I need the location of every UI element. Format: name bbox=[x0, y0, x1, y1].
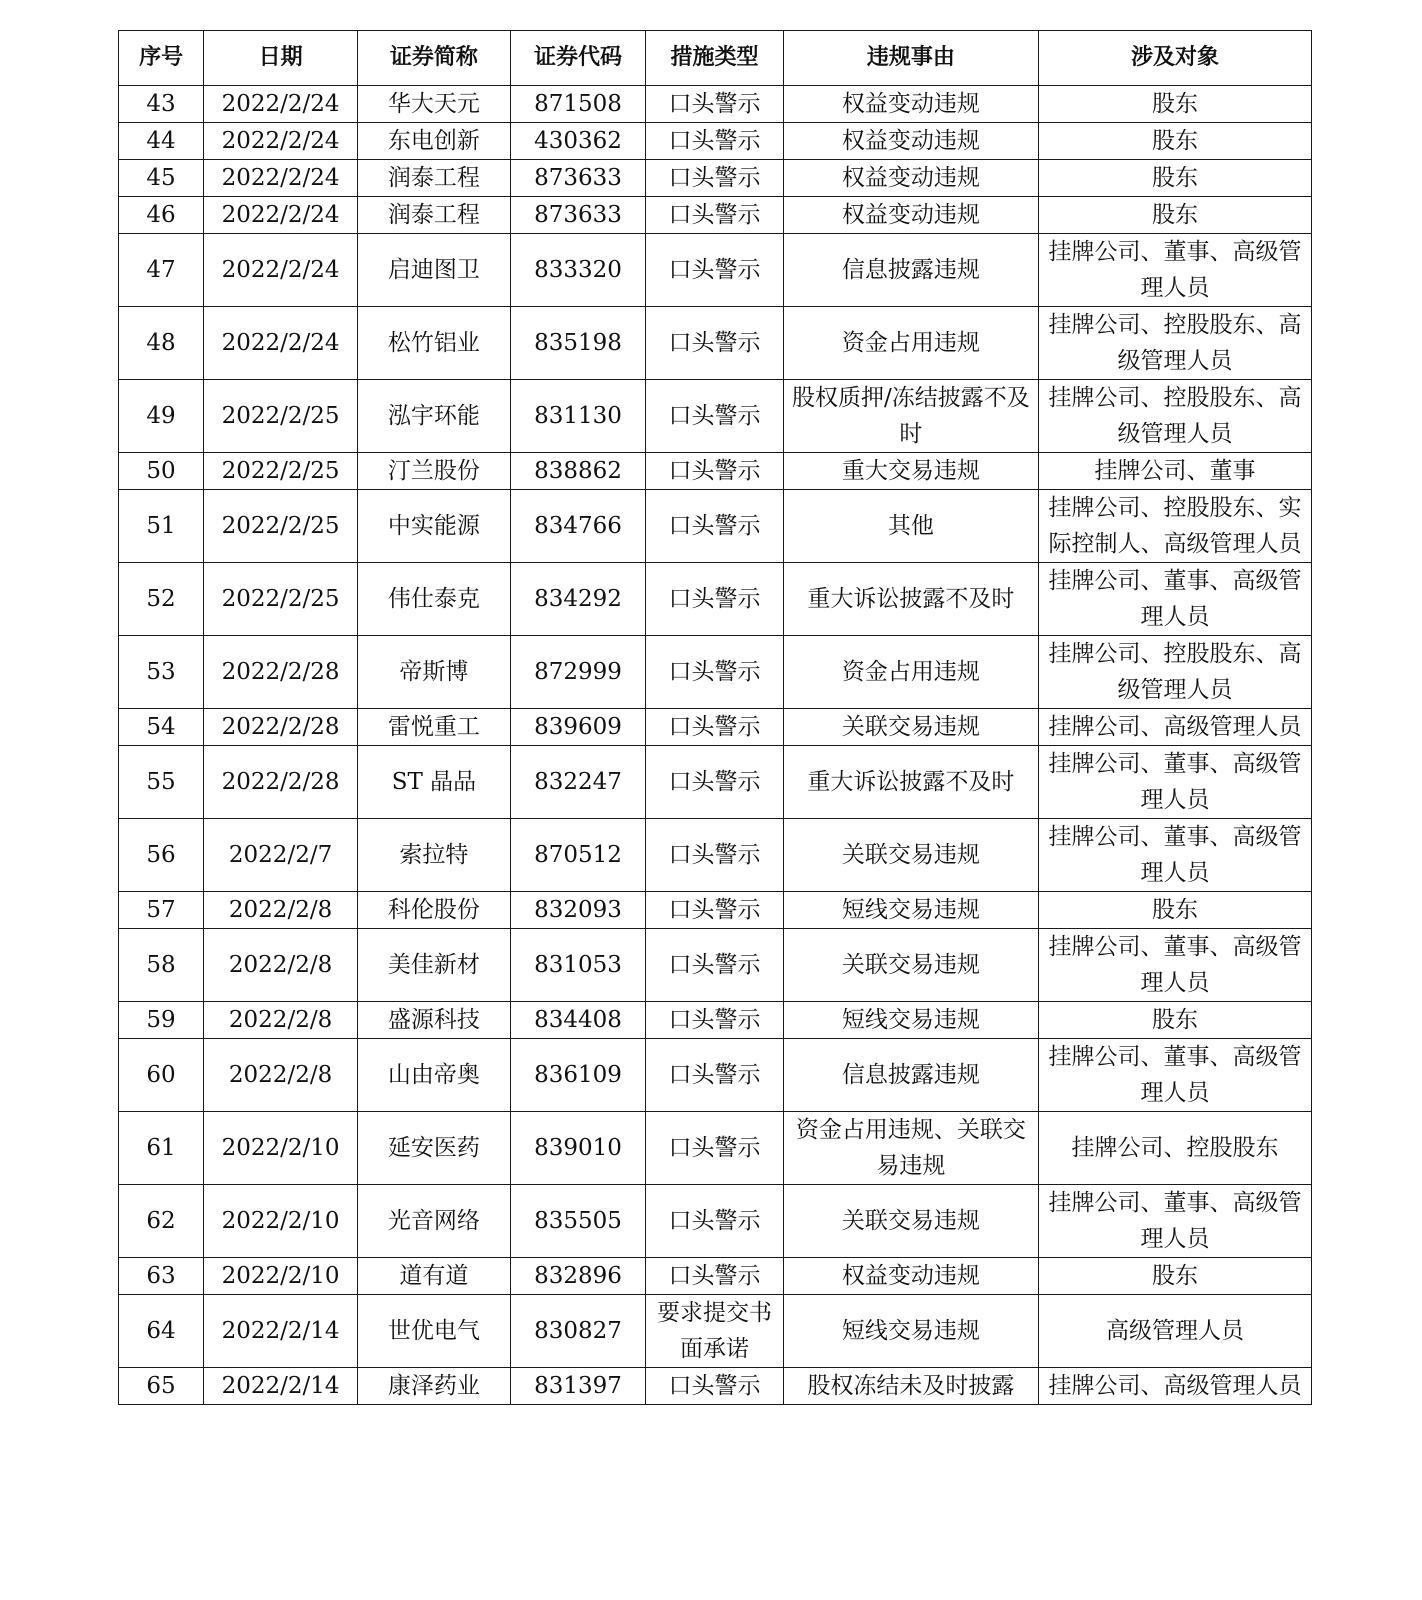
row-security-name-cell: 光音网络 bbox=[358, 1185, 511, 1258]
row-security-name-cell: 山由帝奥 bbox=[358, 1039, 511, 1112]
row-security-name-cell: 美佳新材 bbox=[358, 929, 511, 1002]
row-date-cell: 2022/2/25 bbox=[204, 563, 358, 636]
row-security-code-cell: 834766 bbox=[510, 490, 645, 563]
row-violation-reason-cell: 资金占用违规 bbox=[783, 307, 1038, 380]
row-index-cell: 43 bbox=[119, 86, 204, 123]
row-index-cell: 50 bbox=[119, 453, 204, 490]
row-violation-reason-cell: 权益变动违规 bbox=[783, 197, 1038, 234]
row-index-cell: 48 bbox=[119, 307, 204, 380]
row-security-code-cell: 831130 bbox=[510, 380, 645, 453]
row-involved-party-cell: 挂牌公司、董事、高级管理人员 bbox=[1039, 929, 1312, 1002]
row-date-cell: 2022/2/25 bbox=[204, 490, 358, 563]
row-violation-reason-cell: 其他 bbox=[783, 490, 1038, 563]
row-security-code-cell: 832896 bbox=[510, 1258, 645, 1295]
row-violation-reason-cell: 关联交易违规 bbox=[783, 819, 1038, 892]
row-security-name-cell: 康泽药业 bbox=[358, 1368, 511, 1405]
row-measure-type-cell: 口头警示 bbox=[646, 123, 783, 160]
table-row bbox=[119, 1112, 1312, 1185]
row-involved-party-cell: 挂牌公司、董事、高级管理人员 bbox=[1039, 234, 1312, 307]
table-row bbox=[119, 86, 1312, 123]
row-violation-reason-cell: 短线交易违规 bbox=[783, 1002, 1038, 1039]
row-index-cell: 53 bbox=[119, 636, 204, 709]
table-row bbox=[119, 307, 1312, 380]
row-date-cell: 2022/2/24 bbox=[204, 234, 358, 307]
row-measure-type-cell: 口头警示 bbox=[646, 380, 783, 453]
row-security-code-cell: 838862 bbox=[510, 453, 645, 490]
table-row bbox=[119, 490, 1312, 563]
row-security-name-cell: 世优电气 bbox=[358, 1295, 511, 1368]
row-index-cell: 62 bbox=[119, 1185, 204, 1258]
table-row bbox=[119, 709, 1312, 746]
table-body bbox=[119, 86, 1312, 1405]
row-date-cell: 2022/2/24 bbox=[204, 197, 358, 234]
row-security-name-cell: 帝斯博 bbox=[358, 636, 511, 709]
row-involved-party-cell: 挂牌公司、董事、高级管理人员 bbox=[1039, 1039, 1312, 1112]
row-security-name-cell: 泓宇环能 bbox=[358, 380, 511, 453]
row-security-code-cell: 831397 bbox=[510, 1368, 645, 1405]
row-violation-reason-cell: 权益变动违规 bbox=[783, 1258, 1038, 1295]
row-index-cell: 51 bbox=[119, 490, 204, 563]
table-row bbox=[119, 929, 1312, 1002]
header-cell-involved-party: 涉及对象 bbox=[1039, 31, 1312, 86]
row-measure-type-cell: 口头警示 bbox=[646, 1002, 783, 1039]
row-security-name-cell: 伟仕泰克 bbox=[358, 563, 511, 636]
row-involved-party-cell: 股东 bbox=[1039, 160, 1312, 197]
row-involved-party-cell: 挂牌公司、控股股东、高级管理人员 bbox=[1039, 380, 1312, 453]
row-security-code-cell: 872999 bbox=[510, 636, 645, 709]
row-violation-reason-cell: 关联交易违规 bbox=[783, 1185, 1038, 1258]
row-index-cell: 56 bbox=[119, 819, 204, 892]
row-security-name-cell: 润泰工程 bbox=[358, 160, 511, 197]
row-measure-type-cell: 口头警示 bbox=[646, 490, 783, 563]
row-violation-reason-cell: 资金占用违规、关联交易违规 bbox=[783, 1112, 1038, 1185]
row-involved-party-cell: 挂牌公司、控股股东、实际控制人、高级管理人员 bbox=[1039, 490, 1312, 563]
row-index-cell: 65 bbox=[119, 1368, 204, 1405]
row-violation-reason-cell: 重大诉讼披露不及时 bbox=[783, 563, 1038, 636]
row-involved-party-cell: 股东 bbox=[1039, 1002, 1312, 1039]
row-involved-party-cell: 高级管理人员 bbox=[1039, 1295, 1312, 1368]
row-index-cell: 61 bbox=[119, 1112, 204, 1185]
row-index-cell: 45 bbox=[119, 160, 204, 197]
row-security-name-cell: 盛源科技 bbox=[358, 1002, 511, 1039]
table-row bbox=[119, 160, 1312, 197]
row-security-name-cell: 松竹铝业 bbox=[358, 307, 511, 380]
table-row bbox=[119, 1295, 1312, 1368]
row-security-name-cell: 延安医药 bbox=[358, 1112, 511, 1185]
table-row bbox=[119, 197, 1312, 234]
row-involved-party-cell: 挂牌公司、董事、高级管理人员 bbox=[1039, 746, 1312, 819]
table-row bbox=[119, 1185, 1312, 1258]
row-violation-reason-cell: 股权冻结未及时披露 bbox=[783, 1368, 1038, 1405]
row-security-name-cell: 道有道 bbox=[358, 1258, 511, 1295]
row-index-cell: 64 bbox=[119, 1295, 204, 1368]
row-date-cell: 2022/2/10 bbox=[204, 1258, 358, 1295]
table-row bbox=[119, 1039, 1312, 1112]
row-date-cell: 2022/2/28 bbox=[204, 746, 358, 819]
row-index-cell: 49 bbox=[119, 380, 204, 453]
row-violation-reason-cell: 关联交易违规 bbox=[783, 709, 1038, 746]
row-security-code-cell: 839010 bbox=[510, 1112, 645, 1185]
row-security-name-cell: 启迪图卫 bbox=[358, 234, 511, 307]
row-involved-party-cell: 挂牌公司、董事 bbox=[1039, 453, 1312, 490]
row-index-cell: 63 bbox=[119, 1258, 204, 1295]
row-security-code-cell: 870512 bbox=[510, 819, 645, 892]
row-measure-type-cell: 口头警示 bbox=[646, 1039, 783, 1112]
row-violation-reason-cell: 资金占用违规 bbox=[783, 636, 1038, 709]
row-date-cell: 2022/2/25 bbox=[204, 453, 358, 490]
row-measure-type-cell: 口头警示 bbox=[646, 197, 783, 234]
row-security-code-cell: 832247 bbox=[510, 746, 645, 819]
row-involved-party-cell: 挂牌公司、控股股东 bbox=[1039, 1112, 1312, 1185]
row-date-cell: 2022/2/10 bbox=[204, 1112, 358, 1185]
row-index-cell: 54 bbox=[119, 709, 204, 746]
row-date-cell: 2022/2/10 bbox=[204, 1185, 358, 1258]
row-security-name-cell: 索拉特 bbox=[358, 819, 511, 892]
row-involved-party-cell: 挂牌公司、高级管理人员 bbox=[1039, 709, 1312, 746]
row-involved-party-cell: 挂牌公司、控股股东、高级管理人员 bbox=[1039, 307, 1312, 380]
row-index-cell: 44 bbox=[119, 123, 204, 160]
table-row bbox=[119, 1258, 1312, 1295]
row-measure-type-cell: 口头警示 bbox=[646, 453, 783, 490]
table-row bbox=[119, 563, 1312, 636]
row-security-code-cell: 871508 bbox=[510, 86, 645, 123]
row-security-code-cell: 831053 bbox=[510, 929, 645, 1002]
table-row bbox=[119, 453, 1312, 490]
row-measure-type-cell: 口头警示 bbox=[646, 636, 783, 709]
disciplinary-measures-table bbox=[118, 30, 1312, 1405]
document-page bbox=[118, 30, 1312, 1405]
row-security-name-cell: 东电创新 bbox=[358, 123, 511, 160]
row-violation-reason-cell: 短线交易违规 bbox=[783, 892, 1038, 929]
row-measure-type-cell: 口头警示 bbox=[646, 563, 783, 636]
row-index-cell: 57 bbox=[119, 892, 204, 929]
row-violation-reason-cell: 信息披露违规 bbox=[783, 234, 1038, 307]
row-index-cell: 52 bbox=[119, 563, 204, 636]
row-measure-type-cell: 口头警示 bbox=[646, 709, 783, 746]
row-measure-type-cell: 口头警示 bbox=[646, 746, 783, 819]
row-measure-type-cell: 口头警示 bbox=[646, 160, 783, 197]
row-security-code-cell: 832093 bbox=[510, 892, 645, 929]
row-violation-reason-cell: 重大诉讼披露不及时 bbox=[783, 746, 1038, 819]
row-violation-reason-cell: 重大交易违规 bbox=[783, 453, 1038, 490]
row-index-cell: 55 bbox=[119, 746, 204, 819]
row-date-cell: 2022/2/8 bbox=[204, 929, 358, 1002]
row-index-cell: 46 bbox=[119, 197, 204, 234]
row-involved-party-cell: 股东 bbox=[1039, 1258, 1312, 1295]
row-security-code-cell: 873633 bbox=[510, 160, 645, 197]
row-measure-type-cell: 口头警示 bbox=[646, 307, 783, 380]
table-row bbox=[119, 1368, 1312, 1405]
row-security-name-cell: 雷悦重工 bbox=[358, 709, 511, 746]
table-row bbox=[119, 1002, 1312, 1039]
row-security-code-cell: 833320 bbox=[510, 234, 645, 307]
header-cell-violation-reason: 违规事由 bbox=[783, 31, 1038, 86]
row-security-name-cell: 科伦股份 bbox=[358, 892, 511, 929]
row-involved-party-cell: 股东 bbox=[1039, 123, 1312, 160]
row-date-cell: 2022/2/7 bbox=[204, 819, 358, 892]
table-row bbox=[119, 636, 1312, 709]
table-row bbox=[119, 892, 1312, 929]
row-date-cell: 2022/2/24 bbox=[204, 160, 358, 197]
row-measure-type-cell: 口头警示 bbox=[646, 1185, 783, 1258]
row-security-code-cell: 834292 bbox=[510, 563, 645, 636]
row-index-cell: 58 bbox=[119, 929, 204, 1002]
row-security-code-cell: 830827 bbox=[510, 1295, 645, 1368]
row-measure-type-cell: 口头警示 bbox=[646, 234, 783, 307]
row-measure-type-cell: 口头警示 bbox=[646, 929, 783, 1002]
row-security-name-cell: ST 晶品 bbox=[358, 746, 511, 819]
row-violation-reason-cell: 信息披露违规 bbox=[783, 1039, 1038, 1112]
row-measure-type-cell: 口头警示 bbox=[646, 86, 783, 123]
row-violation-reason-cell: 权益变动违规 bbox=[783, 123, 1038, 160]
row-date-cell: 2022/2/8 bbox=[204, 1039, 358, 1112]
row-security-name-cell: 华大天元 bbox=[358, 86, 511, 123]
table-row bbox=[119, 819, 1312, 892]
row-date-cell: 2022/2/8 bbox=[204, 1002, 358, 1039]
header-cell-security-code: 证券代码 bbox=[510, 31, 645, 86]
row-involved-party-cell: 股东 bbox=[1039, 892, 1312, 929]
row-security-code-cell: 834408 bbox=[510, 1002, 645, 1039]
row-violation-reason-cell: 关联交易违规 bbox=[783, 929, 1038, 1002]
row-involved-party-cell: 挂牌公司、董事、高级管理人员 bbox=[1039, 563, 1312, 636]
row-date-cell: 2022/2/24 bbox=[204, 123, 358, 160]
row-security-name-cell: 润泰工程 bbox=[358, 197, 511, 234]
row-violation-reason-cell: 股权质押/冻结披露不及时 bbox=[783, 380, 1038, 453]
row-violation-reason-cell: 短线交易违规 bbox=[783, 1295, 1038, 1368]
row-security-code-cell: 430362 bbox=[510, 123, 645, 160]
row-date-cell: 2022/2/28 bbox=[204, 709, 358, 746]
row-date-cell: 2022/2/14 bbox=[204, 1295, 358, 1368]
table-row bbox=[119, 234, 1312, 307]
table-header-row bbox=[119, 31, 1312, 86]
row-involved-party-cell: 挂牌公司、董事、高级管理人员 bbox=[1039, 819, 1312, 892]
table-row bbox=[119, 746, 1312, 819]
table-row bbox=[119, 123, 1312, 160]
header-cell-measure-type: 措施类型 bbox=[646, 31, 783, 86]
row-security-code-cell: 873633 bbox=[510, 197, 645, 234]
row-security-code-cell: 835198 bbox=[510, 307, 645, 380]
row-measure-type-cell: 口头警示 bbox=[646, 1258, 783, 1295]
row-date-cell: 2022/2/8 bbox=[204, 892, 358, 929]
row-index-cell: 60 bbox=[119, 1039, 204, 1112]
row-security-code-cell: 839609 bbox=[510, 709, 645, 746]
row-index-cell: 47 bbox=[119, 234, 204, 307]
row-security-name-cell: 汀兰股份 bbox=[358, 453, 511, 490]
row-involved-party-cell: 股东 bbox=[1039, 197, 1312, 234]
row-involved-party-cell: 股东 bbox=[1039, 86, 1312, 123]
row-involved-party-cell: 挂牌公司、控股股东、高级管理人员 bbox=[1039, 636, 1312, 709]
row-measure-type-cell: 口头警示 bbox=[646, 1112, 783, 1185]
row-security-name-cell: 中实能源 bbox=[358, 490, 511, 563]
row-measure-type-cell: 口头警示 bbox=[646, 819, 783, 892]
row-measure-type-cell: 口头警示 bbox=[646, 892, 783, 929]
row-measure-type-cell: 口头警示 bbox=[646, 1368, 783, 1405]
row-violation-reason-cell: 权益变动违规 bbox=[783, 86, 1038, 123]
row-violation-reason-cell: 权益变动违规 bbox=[783, 160, 1038, 197]
row-involved-party-cell: 挂牌公司、高级管理人员 bbox=[1039, 1368, 1312, 1405]
header-cell-index: 序号 bbox=[119, 31, 204, 86]
header-cell-security-name: 证券简称 bbox=[358, 31, 511, 86]
row-date-cell: 2022/2/28 bbox=[204, 636, 358, 709]
row-security-code-cell: 835505 bbox=[510, 1185, 645, 1258]
row-security-code-cell: 836109 bbox=[510, 1039, 645, 1112]
row-date-cell: 2022/2/24 bbox=[204, 86, 358, 123]
row-measure-type-cell: 要求提交书面承诺 bbox=[646, 1295, 783, 1368]
row-index-cell: 59 bbox=[119, 1002, 204, 1039]
header-cell-date: 日期 bbox=[204, 31, 358, 86]
row-date-cell: 2022/2/14 bbox=[204, 1368, 358, 1405]
row-date-cell: 2022/2/24 bbox=[204, 307, 358, 380]
row-involved-party-cell: 挂牌公司、董事、高级管理人员 bbox=[1039, 1185, 1312, 1258]
table-row bbox=[119, 380, 1312, 453]
row-date-cell: 2022/2/25 bbox=[204, 380, 358, 453]
